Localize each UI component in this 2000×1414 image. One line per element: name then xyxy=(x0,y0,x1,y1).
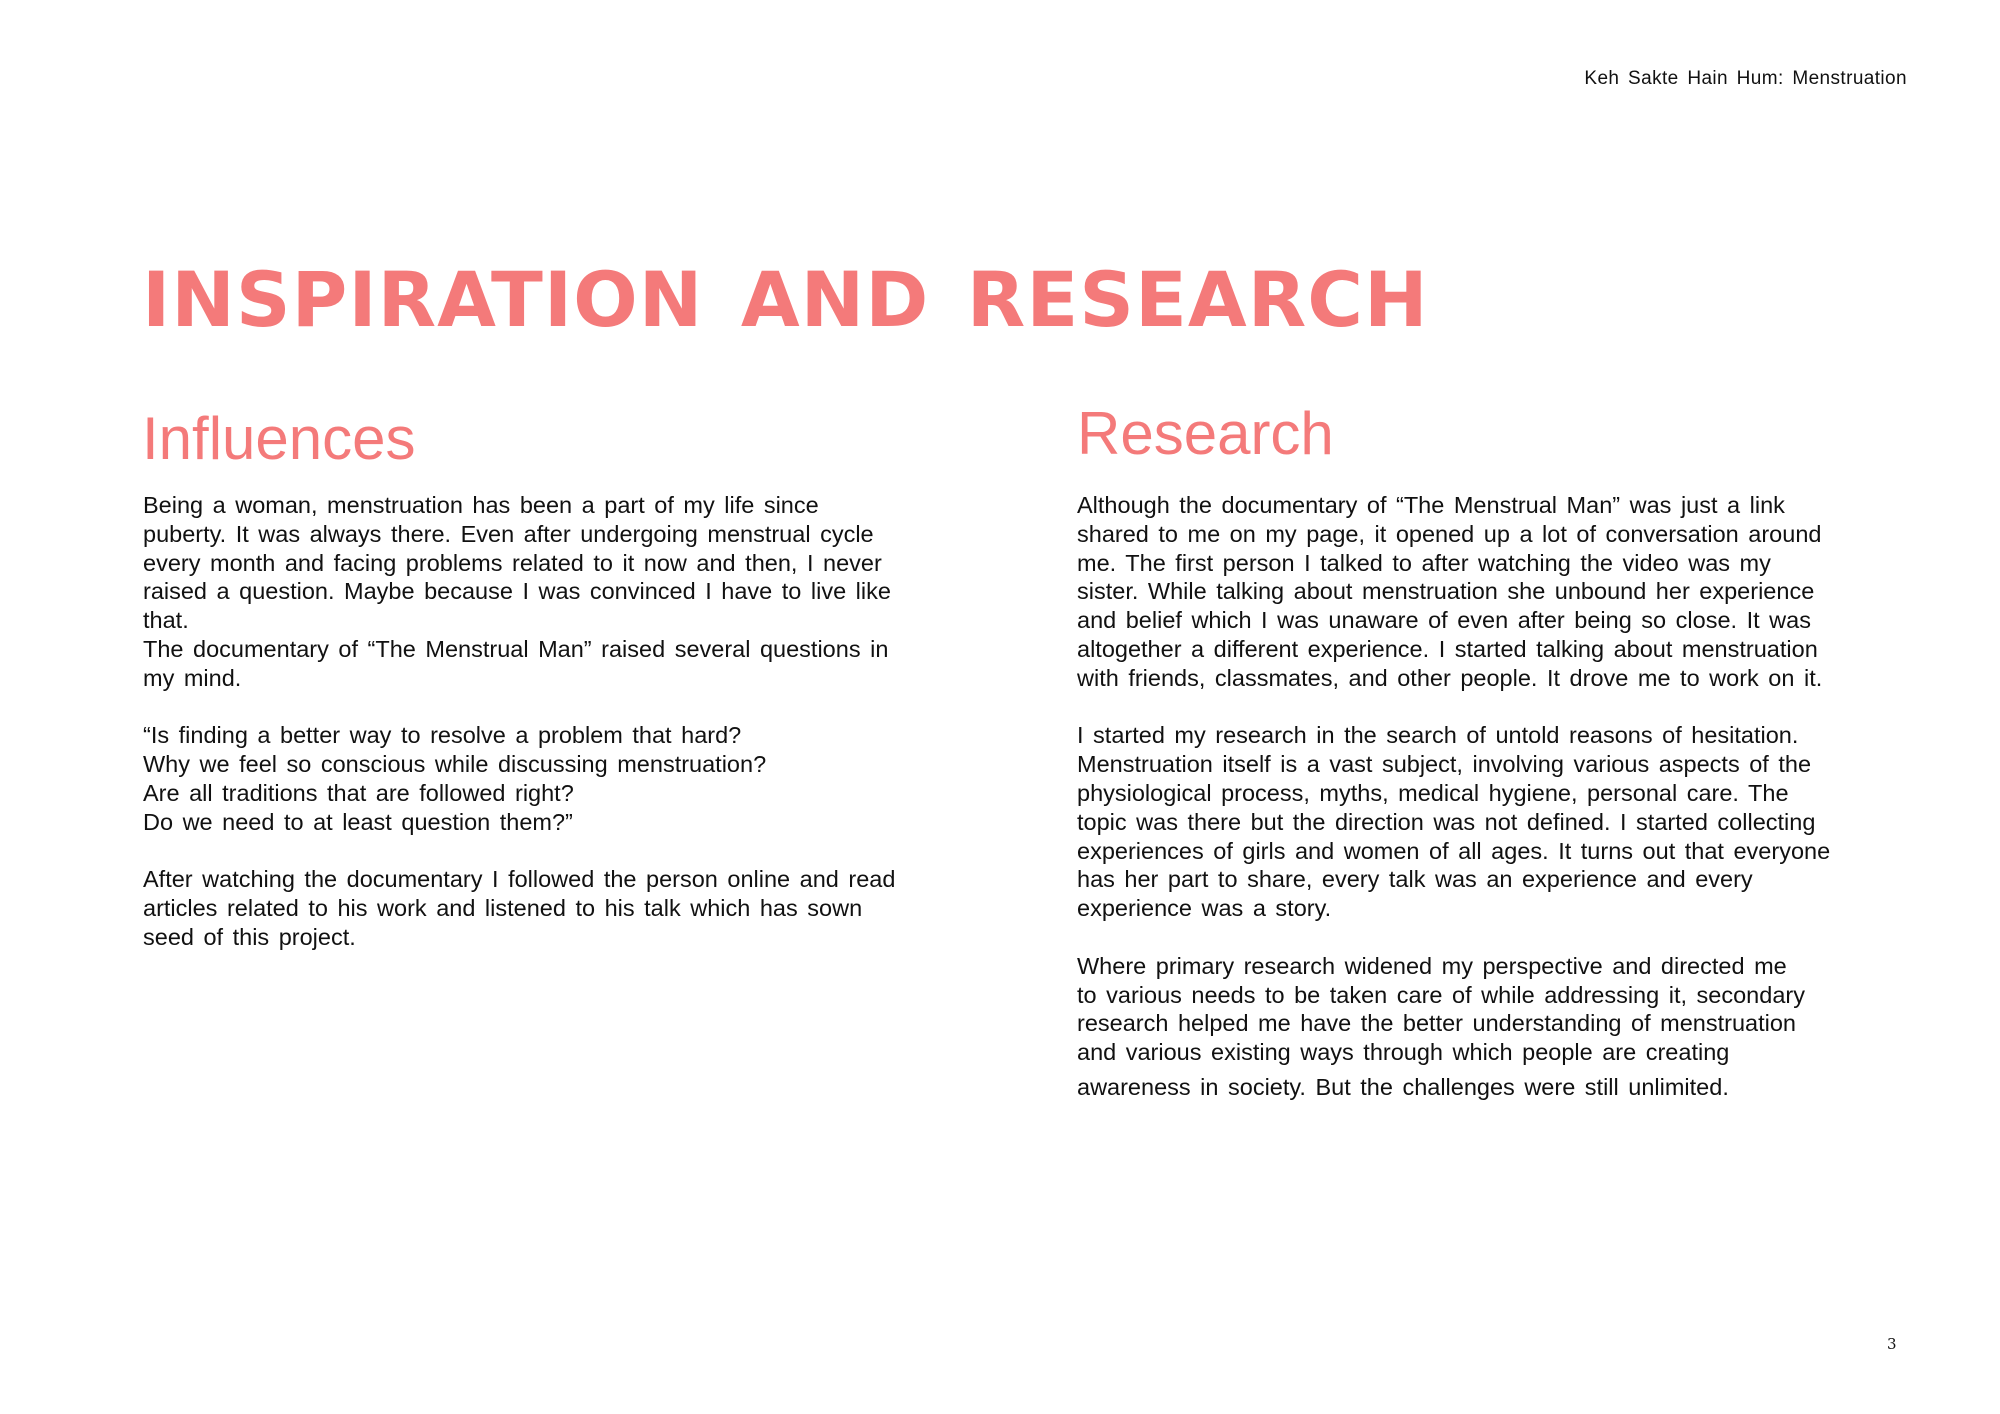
research-line: research helped me have the better understanding of menstruation xyxy=(1077,1010,1796,1037)
influences-line: Being a woman, menstruation has been a part of my life since xyxy=(143,492,819,518)
influences-line: raised a question. Maybe because I was convinced I have to live like xyxy=(143,578,891,605)
influences-line: The documentary of “The Menstrual Man” raised several questions in xyxy=(143,635,889,662)
influences-quote-line: Why we feel so conscious while discussing menstruation? xyxy=(143,751,767,778)
research-line: me. The first person I talked to after watching the video was my xyxy=(1077,549,1771,576)
research-line: Although the documentary of “The Menstrual Man” was just a link xyxy=(1077,492,1785,518)
influences-line: After watching the documentary I followed the person online and read xyxy=(143,866,896,893)
research-line: experiences of girls and women of all ages. It turns out that everyone xyxy=(1077,837,1831,864)
page-number: 3 xyxy=(1887,1335,1897,1353)
paragraph-gap xyxy=(1077,693,1907,722)
research-line: and belief which I was unaware of even after being so close. It was xyxy=(1077,607,1811,634)
research-line: sister. While talking about menstruation she unbound her experience xyxy=(1077,578,1815,605)
research-line: shared to me on my page, it opened up a lot of conversation around xyxy=(1077,520,1822,547)
research-line: with friends, classmates, and other people. It drove me to work on it. xyxy=(1077,664,1823,691)
influences-heading: Influences xyxy=(142,405,416,472)
research-column xyxy=(1077,491,1907,1102)
research-line: experience was a story. xyxy=(1077,895,1332,922)
page-title: INSPIRATION AND RESEARCH xyxy=(142,255,1429,344)
paragraph-gap xyxy=(143,693,973,722)
influences-line: every month and facing problems related to it now and then, I never xyxy=(143,549,882,576)
research-line: I started my research in the search of untold reasons of hesitation. xyxy=(1077,722,1799,749)
influences-line: puberty. It was always there. Even after undergoing menstrual cycle xyxy=(143,520,874,547)
influences-column xyxy=(143,491,973,952)
research-line: to various needs to be taken care of while addressing it, secondary xyxy=(1077,981,1805,1008)
influences-line: seed of this project. xyxy=(143,923,356,950)
research-line: has her part to share, every talk was an experience and every xyxy=(1077,866,1753,893)
research-line: Where primary research widened my perspective and directed me xyxy=(1077,952,1787,979)
research-line: physiological process, myths, medical hygiene, personal care. The xyxy=(1077,779,1789,806)
influences-quote-line: Are all traditions that are followed right? xyxy=(143,779,574,806)
influences-line: that. xyxy=(143,607,189,634)
research-line: topic was there but the direction was not defined. I started collecting xyxy=(1077,808,1816,835)
research-line: Menstruation itself is a vast subject, involving various aspects of the xyxy=(1077,751,1812,778)
influences-line: my mind. xyxy=(143,664,242,691)
paragraph-gap xyxy=(143,837,973,866)
influences-quote-line: “Is finding a better way to resolve a problem that hard? xyxy=(143,722,742,749)
running-header: Keh Sakte Hain Hum: Menstruation xyxy=(1584,68,1907,89)
research-line: awareness in society. But the challenges were still unlimited. xyxy=(1077,1073,1729,1100)
research-line: and various existing ways through which people are creating xyxy=(1077,1039,1730,1066)
research-line: altogether a different experience. I started talking about menstruation xyxy=(1077,635,1818,662)
influences-quote-line: Do we need to at least question them?” xyxy=(143,808,573,835)
research-heading: Research xyxy=(1077,400,1334,467)
influences-line: articles related to his work and listened to his talk which has sown xyxy=(143,895,863,922)
paragraph-gap xyxy=(1077,923,1907,952)
